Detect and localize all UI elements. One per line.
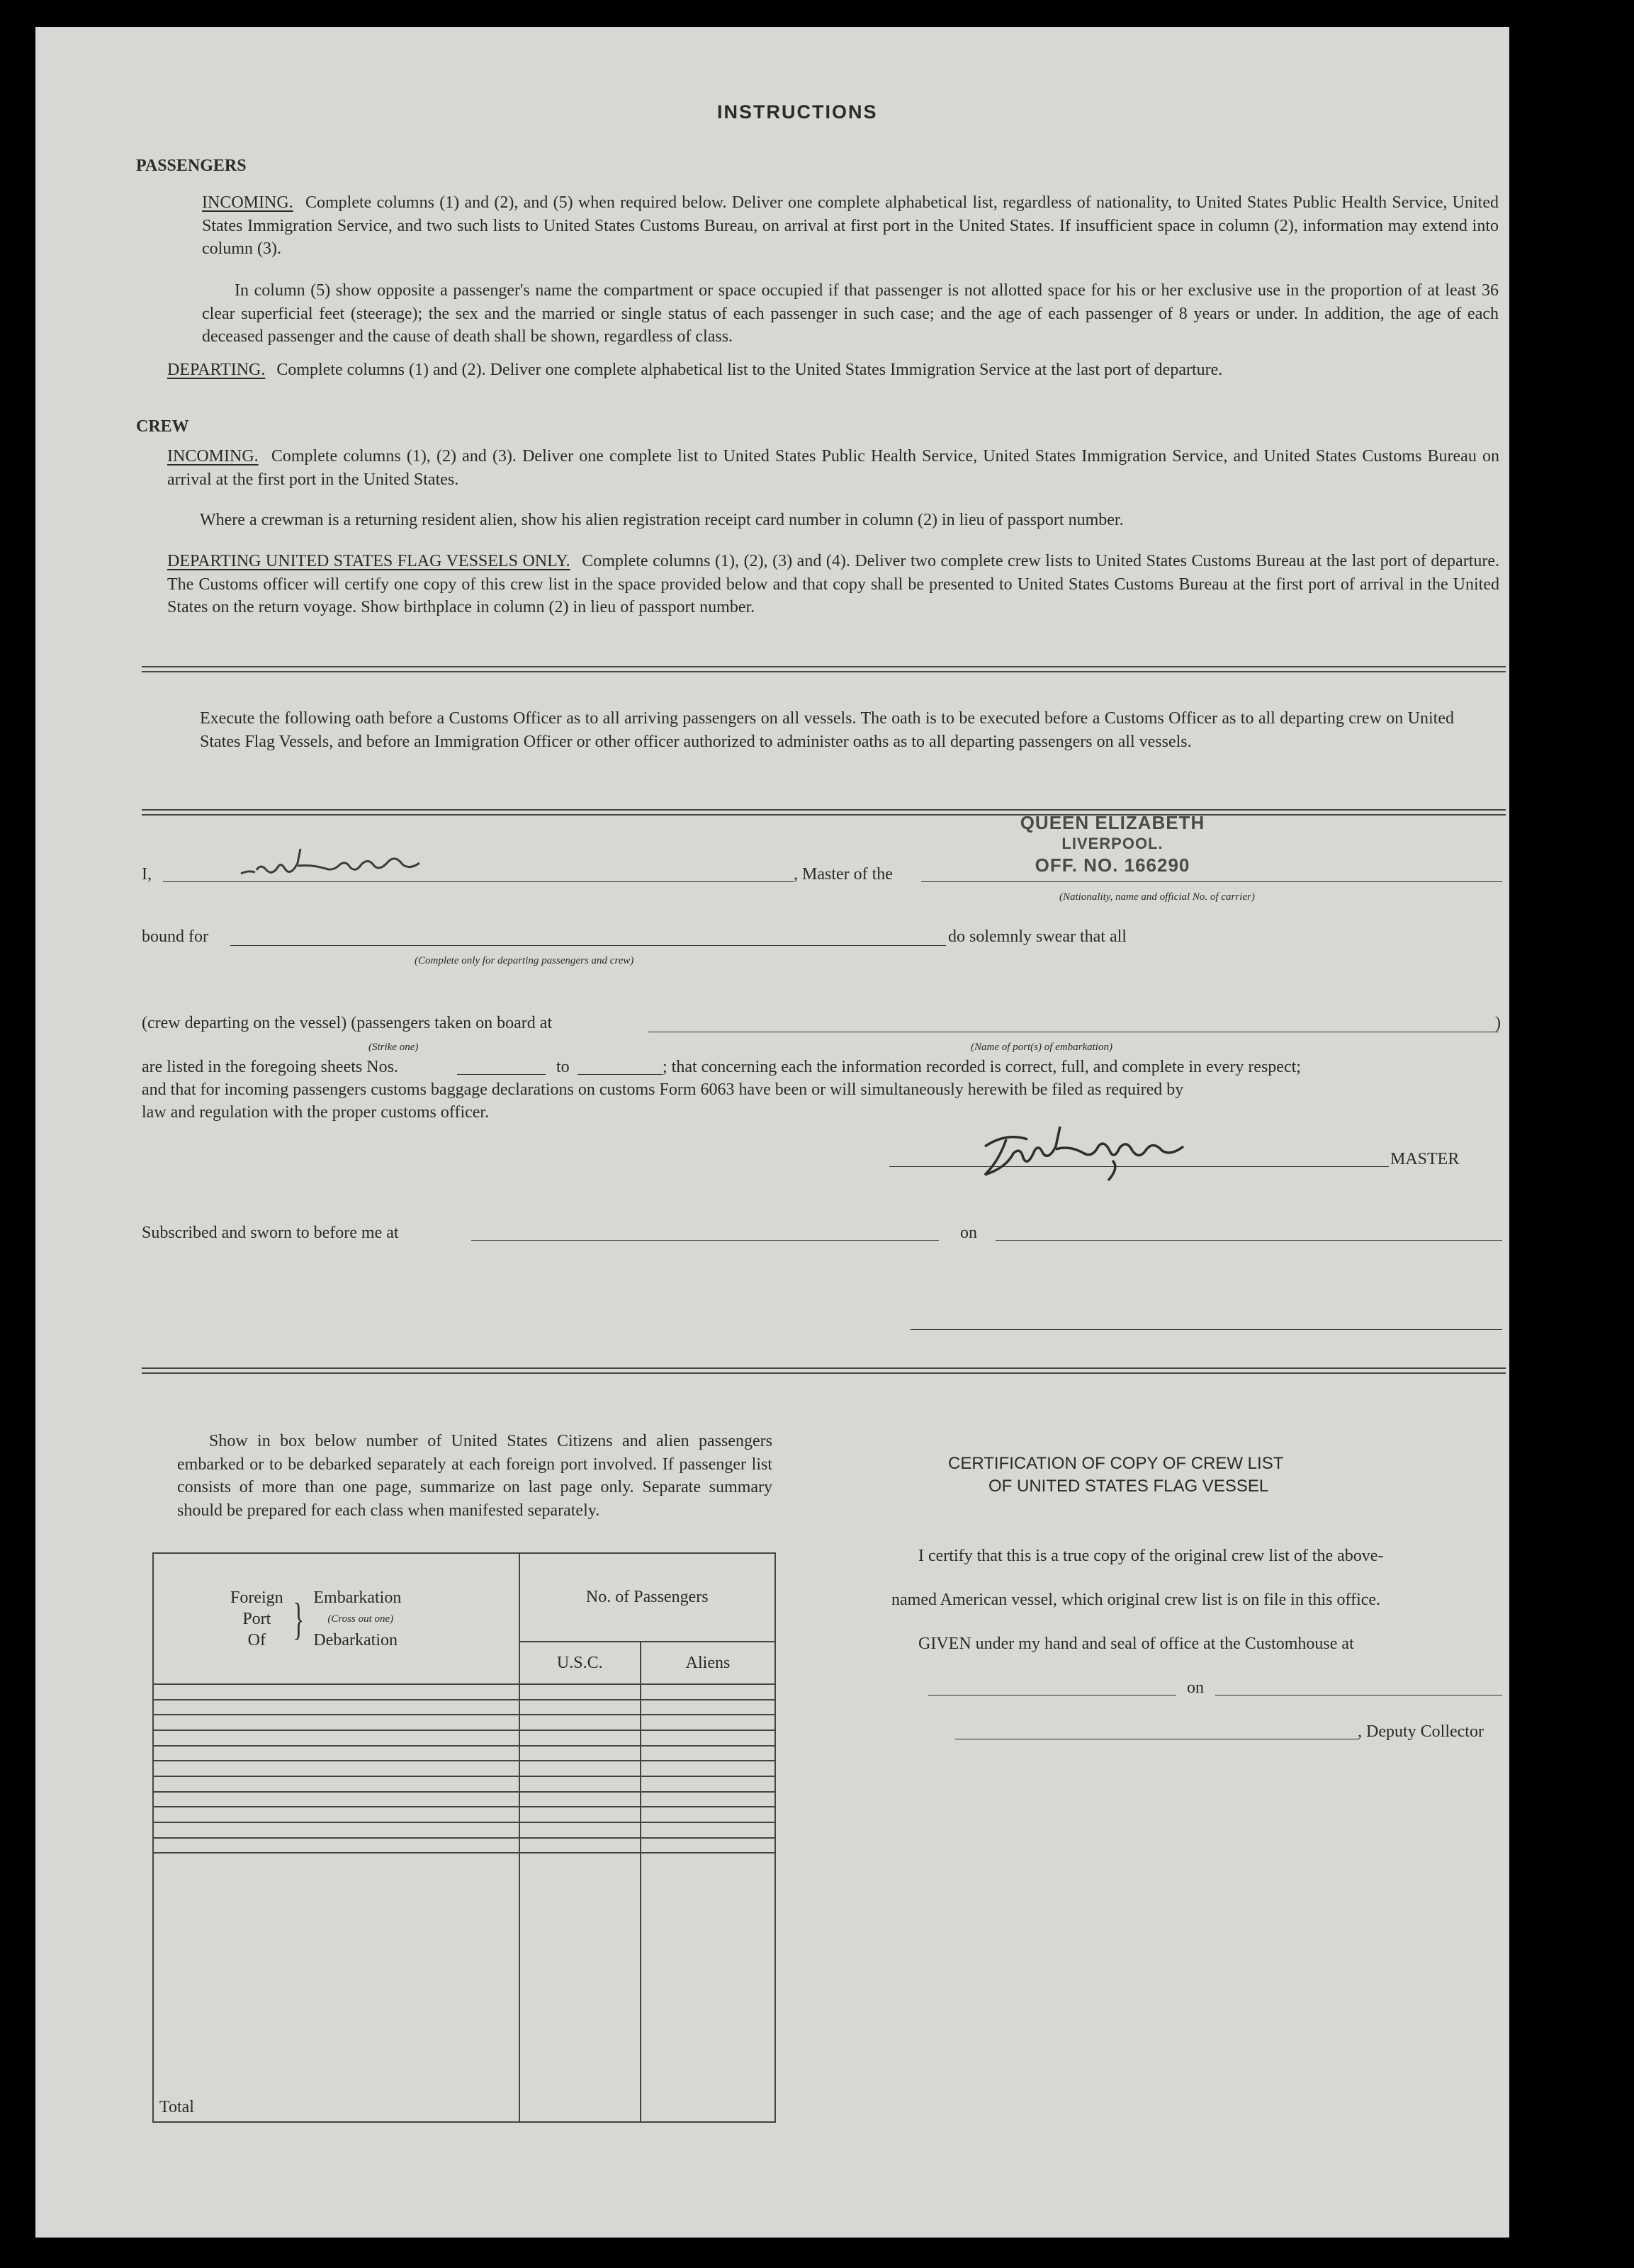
aliens-cell[interactable] [641, 1822, 775, 1838]
usc-cell[interactable] [519, 1700, 641, 1715]
table-row [153, 1684, 775, 1700]
aliens-cell[interactable] [641, 1792, 775, 1807]
table-row [153, 1730, 775, 1746]
passengers-incoming-label: INCOMING. [202, 193, 293, 212]
aliens-cell[interactable] [641, 1807, 775, 1822]
certification-text1: I certify that this is a true copy of the original crew list of the above- [918, 1547, 1384, 1565]
cross-out-label: (Cross out one) [327, 1613, 394, 1625]
port-cell[interactable] [153, 1684, 519, 1700]
passengers-departing-label: DEPARTING. [167, 361, 266, 379]
certification-text3: GIVEN under my hand and seal of office at the Customhouse at [918, 1635, 1354, 1653]
crew-incoming [167, 445, 1499, 491]
aliens-cell[interactable] [641, 1684, 775, 1700]
carrier-field[interactable] [921, 881, 1502, 882]
oath-intro: Execute the following oath before a Customs Officer as to all arriving passengers on all vessels. The oath is to be executed before a Customs Officer as to all departing crew on United States Flag Vessels, and before an Immigration Officer or other officer authorized to administer oaths as to all departing passengers on all vessels. [200, 709, 1454, 751]
to-label: to [556, 1058, 570, 1076]
passengers-incoming [202, 191, 1499, 261]
passengers-departing-text: Complete columns (1) and (2). Deliver one complete alphabetical list to the United States Immigration Service at the last port of departure. [276, 361, 1223, 379]
close-paren: ) [1495, 1014, 1501, 1032]
aliens-cell[interactable] [641, 1730, 775, 1746]
table-row [153, 1715, 775, 1730]
port-cell[interactable] [153, 1838, 519, 1854]
double-rule [142, 809, 1506, 816]
usc-cell[interactable] [519, 1761, 641, 1776]
usc-cell[interactable] [519, 1838, 641, 1854]
usc-cell[interactable] [519, 1792, 641, 1807]
no-of-passengers-header: No. of Passengers [519, 1553, 776, 1642]
customhouse-field[interactable] [928, 1695, 1176, 1696]
passengers-departing [167, 359, 1499, 382]
aliens-cell[interactable] [641, 1700, 775, 1715]
master-signature-image [971, 1118, 1275, 1189]
aliens-cell[interactable] [641, 1746, 775, 1761]
oath-line3: law and regulation with the proper customs officer. [142, 1103, 490, 1122]
table-row [153, 1700, 775, 1715]
port-cell[interactable] [153, 1715, 519, 1730]
usc-cell[interactable] [519, 1730, 641, 1746]
vessel-caption: (Nationality, name and official No. of carrier) [1059, 891, 1255, 903]
aliens-cell[interactable] [641, 1838, 775, 1854]
port-cell[interactable] [153, 1776, 519, 1792]
port-cell[interactable] [153, 1730, 519, 1746]
port-header: Foreign Port Of } Embarkation (Cross out one) Debarkation [153, 1553, 519, 1684]
form-sheet [35, 27, 1509, 2238]
officer-signature-field[interactable] [911, 1329, 1502, 1330]
aliens-header: Aliens [641, 1642, 775, 1684]
port-cell[interactable] [153, 1792, 519, 1807]
certification-title-line2: OF UNITED STATES FLAG VESSEL [988, 1477, 1269, 1496]
usc-cell[interactable] [519, 1746, 641, 1761]
port-cell[interactable] [153, 1746, 519, 1761]
usc-cell[interactable] [519, 1776, 641, 1792]
usc-cell[interactable] [519, 1684, 641, 1700]
aliens-cell[interactable] [641, 1715, 775, 1730]
embark-caption: (Name of port(s) of embarkation) [971, 1042, 1112, 1053]
crew-returning-text: Where a crewman is a returning resident alien, show his alien registration receipt card number in column (2) in lieu of passport number. [200, 511, 1124, 529]
usc-cell[interactable] [519, 1807, 641, 1822]
crew-heading: CREW [136, 417, 189, 436]
port-cell[interactable] [153, 1700, 519, 1715]
usc-cell[interactable] [519, 1715, 641, 1730]
certification-on-label: on [1187, 1679, 1204, 1697]
crew-departing-label: DEPARTING UNITED STATES FLAG VESSELS ONLY. [167, 552, 570, 570]
of-label: Of [247, 1630, 266, 1649]
subscribed-on-label: on [960, 1224, 977, 1242]
double-rule [142, 666, 1506, 672]
port-label: Port [242, 1609, 271, 1628]
subscribed-label: Subscribed and sworn to before me at [142, 1224, 399, 1242]
summary-instructions: Show in box below number of United States Citizens and alien passengers embarked or to be debarked separately at each foreign port involved. If passenger list consists of more than one page, summarize on last page only. Separate summary should be prepared for each class when manifested separately. [177, 1432, 772, 1520]
crew-incoming-label: INCOMING. [167, 447, 259, 466]
bound-for-label: bound for [142, 927, 208, 946]
sheet-from-field[interactable] [457, 1074, 546, 1075]
vessel-name: QUEEN ELIZABETH [1020, 812, 1205, 833]
bound-for-field[interactable] [230, 945, 946, 946]
master-label: MASTER [1390, 1150, 1460, 1168]
crew-departing-label: (crew departing on the vessel) (passengers taken on board at [142, 1014, 553, 1032]
certification-date-field[interactable] [1215, 1695, 1502, 1696]
total-label: Total [153, 1853, 519, 2122]
port-cell[interactable] [153, 1807, 519, 1822]
table-header-row [153, 1553, 775, 1642]
listed-label: are listed in the foregoing sheets Nos. [142, 1058, 398, 1076]
passengers-column5-text: In column (5) show opposite a passenger's name the compartment or space occupied if that passenger is not allotted space for his or her exclusive use in the proportion of at least 36 clear superficial feet (steerage); the sex and the married or single status of each passenger in such case; and the age of each passenger of 8 years or under. In addition, the age of each deceased passenger and the cause of death shall be shown, regardless of class. [202, 281, 1499, 346]
passengers-incoming-text: Complete columns (1) and (2), and (5) when required below. Deliver one complete alphabetical list, regardless of nationality, to United States Public Health Service, United States Immigration Service, and two such lists to United States Customs Bureau, on arrival at first port in the United States. If insufficient space in column (2), information may extend into column (3). [202, 193, 1499, 258]
passengers-heading: PASSENGERS [136, 157, 247, 175]
embarkation-label: Embarkation [313, 1588, 402, 1607]
oath-i-label: I, [142, 865, 152, 884]
double-rule [142, 1367, 1506, 1374]
subscribed-date-field[interactable] [996, 1240, 1502, 1241]
passenger-summary-table [152, 1552, 776, 2123]
table-row [153, 1822, 775, 1838]
table-row [153, 1776, 775, 1792]
debarkation-label: Debarkation [313, 1630, 398, 1649]
certification-title-line1: CERTIFICATION OF COPY OF CREW LIST [948, 1454, 1284, 1473]
page-title: INSTRUCTIONS [717, 101, 878, 123]
swear-label: do solemnly swear that all [948, 927, 1127, 946]
sheet-to-field[interactable] [577, 1074, 663, 1075]
port-cell[interactable] [153, 1761, 519, 1776]
bound-caption: (Complete only for departing passengers and crew) [415, 955, 634, 966]
foreign-label: Foreign [230, 1588, 283, 1607]
certification-text2: named American vessel, which original crew list is on file in this office. [891, 1591, 1381, 1609]
master-of-the-label: , Master of the [794, 865, 893, 884]
total-row [153, 1853, 775, 2122]
vessel-official-number: OFF. NO. 166290 [1035, 854, 1190, 876]
crew-incoming-text: Complete columns (1), (2) and (3). Deliver one complete list to United States Public Health Service, United States Immigration Service, and United States Customs Bureau on arrival at the first port in the United States. [167, 447, 1500, 489]
usc-cell[interactable] [519, 1822, 641, 1838]
master-signature-image [234, 842, 510, 884]
vessel-stamp [964, 812, 1261, 876]
crew-departing [167, 550, 1499, 619]
vessel-port: LIVERPOOL. [1061, 835, 1163, 852]
deputy-collector-label: , Deputy Collector [1358, 1722, 1484, 1741]
aliens-total-cell[interactable] [641, 1853, 775, 2122]
strike-one-caption: (Strike one) [368, 1042, 419, 1053]
usc-total-cell[interactable] [519, 1853, 641, 2122]
oath-line2: and that for incoming passengers customs baggage declarations on customs Form 6063 have been or will simultaneously herewith be filed as required by [142, 1081, 1184, 1099]
table-row [153, 1792, 775, 1807]
usc-header: U.S.C. [519, 1642, 641, 1684]
aliens-cell[interactable] [641, 1761, 775, 1776]
table-row [153, 1807, 775, 1822]
table-row [153, 1746, 775, 1761]
crew-departing-text: Complete columns (1), (2), (3) and (4). Deliver two complete crew lists to United States Customs Bureau at the last port of departure. The Customs officer will certify one copy of this crew list in the space provided below and that copy shall be presented to United States Customs Bureau at the first port of arrival in the United States on the return voyage. Show birthplace in column (2) in lieu of passport number. [167, 552, 1500, 616]
aliens-cell[interactable] [641, 1776, 775, 1792]
listed-rest: ; that concerning each the information recorded is correct, full, and complete in every respect; [663, 1058, 1301, 1076]
table-row [153, 1838, 775, 1854]
subscribed-place-field[interactable] [471, 1240, 939, 1241]
table-row [153, 1761, 775, 1776]
port-cell[interactable] [153, 1822, 519, 1838]
